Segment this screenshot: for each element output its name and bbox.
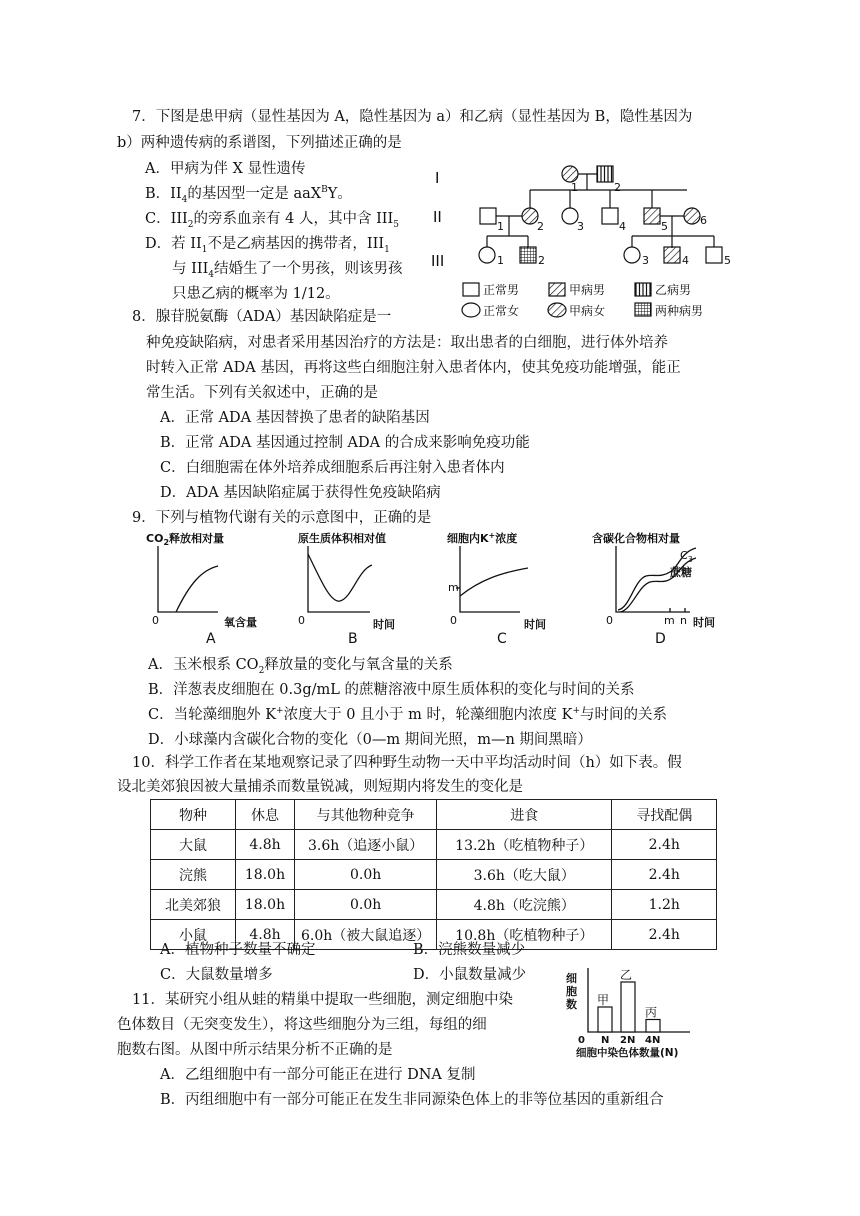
legend-normal-female: 正常女 <box>483 304 520 318</box>
graph-a-ylabel: $CO_2$释放相对量 <box>146 532 225 547</box>
graph-c-tick-m: m <box>448 581 459 594</box>
table-cell: 3.6h（追逐小鼠） <box>295 830 437 860</box>
q11-stem-line2: 色体数目（无突变发生），将这些细胞分为三组，每组的细 <box>117 1017 487 1033</box>
ii4-normal-male <box>602 208 618 224</box>
num-iii3: 3 <box>642 254 649 267</box>
legend-b-male: 乙病男 <box>655 283 692 297</box>
q7-stem-line2: b）两种遗传病的系谱图，下列描述正确的是 <box>117 135 402 151</box>
num-iii1: 1 <box>497 254 504 267</box>
bar-label-4N: 丙 <box>645 1005 658 1020</box>
graph-c-ylabel: 细胞内K+浓度 <box>447 531 518 545</box>
pedigree-diagram <box>425 158 755 323</box>
ii2-affected-a-female <box>522 208 538 224</box>
q8-stem-line1: 8．腺苷脱氨酶（ADA）基因缺陷症是一 <box>132 309 392 325</box>
i2-affected-b-male <box>597 166 613 182</box>
table-cell: 2.4h <box>612 830 717 860</box>
bar-2N <box>621 982 635 1032</box>
gen-label-iii: III <box>431 252 445 270</box>
table-cell: 10.8h（吃植物种子） <box>437 920 612 950</box>
graph-c-xlabel: 时间 <box>524 618 546 631</box>
table-cell: 2.4h <box>612 920 717 950</box>
table-cell: 1.2h <box>612 890 717 920</box>
q8-stem-line3: 时转入正常 ADA 基因，再将这些白细胞注射入患者体内，使其免疫功能增强，能正 <box>146 360 681 376</box>
q8-option-c: C．白细胞需在体外培养成细胞系后再注射入患者体内 <box>160 460 505 476</box>
num-ii5: 5 <box>661 220 668 233</box>
q7-option-d-line3: 只患乙病的概率为 1/12。 <box>172 286 340 302</box>
table-cell: 6.0h（被大鼠追逐） <box>295 920 437 950</box>
num-ii6: 6 <box>700 214 707 227</box>
q8-stem-line2: 种免疫缺陷病，对患者采用基因治疗的方法是：取出患者的白细胞，进行体外培养 <box>146 335 668 351</box>
chromosome-bar-chart <box>560 960 710 1058</box>
num-iii2: 2 <box>538 254 545 267</box>
graph-a-axes <box>158 546 218 612</box>
graph-b-ylabel: 原生质体积相对值 <box>298 532 386 545</box>
q9-option-b: B．洋葱表皮细胞在 0.3g/mL 的蔗糖溶液中原生质体积的变化与时间的关系 <box>148 682 635 698</box>
iii2-both-diseases-male <box>520 247 536 263</box>
table-header: 物种 <box>151 800 236 830</box>
table-cell: 18.0h <box>236 860 295 890</box>
q7-option-d-line2: 与 $III_4$结婚生了一个男孩，则该男孩 <box>172 261 403 280</box>
q9-option-c: C．当轮藻细胞外 K+浓度大于 0 且小于 m 时，轮藻细胞内浓度 K+与时间的关系 <box>148 706 667 723</box>
table-row <box>151 860 717 890</box>
table-header: 与其他物种竞争 <box>295 800 437 830</box>
q9-option-d: D．小球藻内含碳化合物的变化（0—m 期间光照，m—n 期间黑暗） <box>148 732 592 748</box>
graph-d-origin: 0 <box>606 614 613 627</box>
iii3-normal-female <box>624 247 640 263</box>
q8-option-d: D．ADA 基因缺陷症属于获得性免疫缺陷病 <box>160 485 441 501</box>
q9-graphs <box>140 528 730 650</box>
i1-affected-a-female <box>562 166 578 182</box>
tick-label-N: N <box>601 1035 610 1046</box>
q11-option-a: A．乙组细胞中有一部分可能正在进行 DNA 复制 <box>160 1067 476 1083</box>
q11-option-b: B．丙组细胞中有一部分可能正在发生非同源染色体上的非等位基因的重新组合 <box>160 1092 664 1108</box>
table-cell: 3.6h（吃大鼠） <box>437 860 612 890</box>
graph-a-letter: A <box>206 631 216 647</box>
graph-d-xlabel: 时间 <box>693 616 715 629</box>
graph-d-sucrose: 蔗糖 <box>670 566 692 579</box>
legend-a-female: 甲病女 <box>569 304 606 318</box>
q9-option-a: A．玉米根系 $CO_2$释放量的变化与氧含量的关系 <box>148 657 453 676</box>
q7-option-b: B．$II_4$的基因型一定是 aaX$^B$Y。 <box>145 185 352 205</box>
table-header: 寻找配偶 <box>612 800 717 830</box>
iii5-normal-male <box>706 247 722 263</box>
graph-c-curve <box>460 568 528 596</box>
q8-option-a: A．正常 ADA 基因替换了患者的缺陷基因 <box>160 410 430 426</box>
legend-both-male-symbol <box>635 303 651 316</box>
graph-b-letter: B <box>348 631 358 647</box>
q10-stem-line1: 10．科学工作者在某地观察记录了四种野生动物一天中平均活动时间（h）如下表。假 <box>132 755 682 771</box>
table-cell: 4.8h <box>236 830 295 860</box>
ii1-normal-male <box>480 208 496 224</box>
num-ii1: 1 <box>497 220 504 233</box>
tick-label-2N: 2N <box>620 1035 636 1046</box>
num-ii2: 2 <box>537 220 544 233</box>
q10-stem-line2: 设北美郊狼因被大量捕杀而数量锐减，则短期内将发生的变化是 <box>117 779 523 795</box>
q7-option-c: C．$III_2$的旁系血亲有 4 人，其中含 $III_5$ <box>145 211 399 230</box>
q10-option-d: D．小鼠数量减少 <box>413 967 527 983</box>
legend-a-female-symbol <box>548 303 566 317</box>
legend-normal-male-symbol <box>463 283 479 296</box>
legend-normal-female-symbol <box>462 303 480 317</box>
graph-a-curve <box>176 566 218 612</box>
q9-stem: 9．下列与植物代谢有关的示意图中，正确的是 <box>132 510 432 526</box>
table-cell: 北美郊狼 <box>151 890 236 920</box>
q11-stem-line1: 11．某研究小组从蛙的精巢中提取一些细胞，测定细胞中染 <box>132 992 513 1008</box>
table-cell: 0.0h <box>295 860 437 890</box>
num-iii5: 5 <box>724 254 731 267</box>
graph-d-c3: $C_3$ <box>680 549 693 564</box>
graph-d-tick-m: m <box>664 614 675 627</box>
chart-xlabel: 细胞中染色体数量(N) <box>576 1047 679 1058</box>
q7-option-a: A．甲病为伴 X 显性遗传 <box>145 161 306 177</box>
num-ii3: 3 <box>577 220 584 233</box>
num-i1: 1 <box>571 181 578 194</box>
iii4-affected-a-male <box>664 247 680 263</box>
table-header: 进食 <box>437 800 612 830</box>
gen-label-i: I <box>435 169 440 187</box>
q8-stem-line4: 常生活。下列有关叙述中，正确的是 <box>146 385 378 401</box>
legend-a-male: 甲病男 <box>569 283 606 297</box>
table-cell: 0.0h <box>295 890 437 920</box>
num-i2: 2 <box>614 181 621 194</box>
graph-c-letter: C <box>497 631 507 647</box>
table-cell: 浣熊 <box>151 860 236 890</box>
bar-N <box>598 1007 612 1032</box>
q10-option-a: A．植物种子数量不确定 <box>160 942 316 958</box>
graph-d-ylabel: 含碳化合物相对量 <box>592 532 680 545</box>
graph-c-origin: 0 <box>450 614 457 627</box>
graph-b-origin: 0 <box>298 614 305 627</box>
table-cell: 大鼠 <box>151 830 236 860</box>
q10-option-c: C．大鼠数量增多 <box>160 967 273 983</box>
table-row <box>151 830 717 860</box>
legend-both-male: 两种病男 <box>655 304 704 318</box>
table-header: 休息 <box>236 800 295 830</box>
chart-ylabel-c1: 细胞数 <box>566 972 577 1011</box>
q10-option-b: B．浣熊数量减少 <box>413 942 526 958</box>
graph-b-curve <box>308 554 372 601</box>
graph-c-axes <box>460 546 520 612</box>
activity-table <box>150 799 717 950</box>
table-cell: 4.8h（吃浣熊） <box>437 890 612 920</box>
legend-b-male-symbol <box>635 283 651 296</box>
tick-label-4N: 4N <box>645 1035 661 1046</box>
q7-stem-line1: 7．下图是患甲病（显性基因为 A，隐性基因为 a）和乙病（显性基因为 B，隐性基因为 <box>132 109 693 125</box>
ii6-affected-a-female <box>684 208 700 224</box>
legend-normal-male: 正常男 <box>483 283 520 297</box>
gen-label-ii: II <box>433 208 442 226</box>
table-cell: 4.8h <box>236 920 295 950</box>
q7-option-d-line1: D．若 $II_1$不是乙病基因的携带者，$III_1$ <box>145 236 390 255</box>
ii3-normal-female <box>562 208 578 224</box>
q11-stem-line3: 胞数右图。从图中所示结果分析不正确的是 <box>117 1042 393 1058</box>
bar-label-2N: 乙 <box>620 968 633 982</box>
table-row <box>151 890 717 920</box>
graph-d-tick-n: n <box>680 614 687 627</box>
legend-a-male-symbol <box>549 283 565 296</box>
chart-origin: 0 <box>578 1035 585 1046</box>
table-cell: 13.2h（吃植物种子） <box>437 830 612 860</box>
bar-4N <box>646 1020 660 1033</box>
table-cell: 18.0h <box>236 890 295 920</box>
q8-option-b: B．正常 ADA 基因通过控制 ADA 的合成来影响免疫功能 <box>160 435 530 451</box>
table-cell: 2.4h <box>612 860 717 890</box>
num-ii4: 4 <box>619 220 626 233</box>
num-iii4: 4 <box>682 254 689 267</box>
ii5-affected-a-male <box>644 208 660 224</box>
bar-label-N: 甲 <box>597 993 610 1007</box>
graph-b-axes <box>308 546 370 612</box>
graph-b-xlabel: 时间 <box>373 618 395 631</box>
iii1-normal-female <box>479 247 495 263</box>
graph-d-letter: D <box>655 631 666 647</box>
graph-a-xlabel: 氧含量 <box>224 616 257 629</box>
table-cell: 小鼠 <box>151 920 236 950</box>
graph-a-origin: 0 <box>152 614 159 627</box>
table-header-row <box>151 800 717 830</box>
